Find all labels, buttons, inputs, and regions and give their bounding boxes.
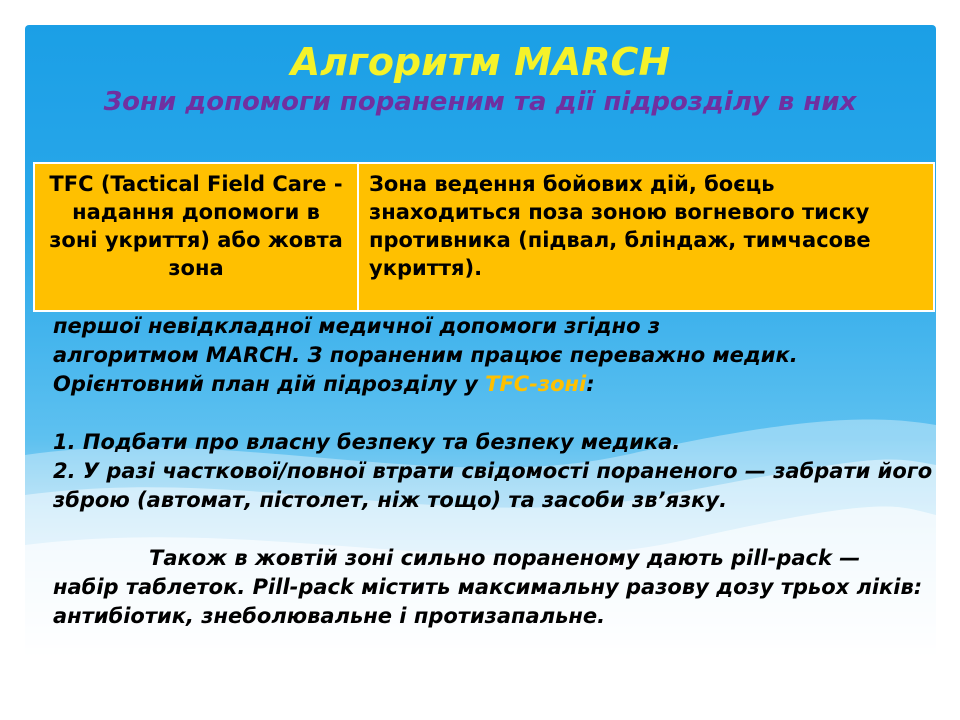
zone-table-row	[34, 163, 934, 311]
zone-table	[33, 162, 935, 312]
body-line-2: алгоритмом MARCH. З пораненим працює переважно медик.	[53, 343, 798, 367]
body-line-3-prefix: Орієнтовний план дій підрозділу у	[53, 372, 486, 396]
pill-pack-text: Також в жовтій зоні сильно пораненому дають pill-pack — набір таблеток. Pill-pack містить максимальну разову дозу трьох ліків: антибіотик, знеболювальне і протизапальне.	[53, 546, 923, 628]
body-line-3-suffix: :	[586, 372, 595, 396]
tfc-zone-highlight: TFC-зоні	[485, 372, 587, 396]
step-1: 1. Подбати про власну безпеку та безпеку медика.	[53, 430, 681, 454]
pill-pack-paragraph	[53, 544, 933, 631]
zone-description-cell: Зона ведення бойових дій, боєць знаходиться поза зоною вогневого тиску противника (підвал, бліндаж, тимчасове укриття).	[358, 163, 934, 311]
step-2: 2. У разі часткової/повної втрати свідомості пораненого — забрати його зброю (автомат, пістолет, ніж тощо) та засоби зв’язку.	[53, 459, 933, 512]
zone-name-cell: TFC (Tactical Field Care - надання допомоги в зоні укриття) або жовта зона	[34, 163, 358, 311]
slide-title: Алгоритм MARCH	[290, 40, 671, 84]
body-line-3	[53, 370, 933, 399]
body-line-1: першої невідкладної медичної допомоги згідно з	[53, 314, 661, 338]
body-text	[53, 312, 933, 631]
slide-subtitle: Зони допомоги пораненим та дії підрозділу в них	[103, 87, 857, 117]
